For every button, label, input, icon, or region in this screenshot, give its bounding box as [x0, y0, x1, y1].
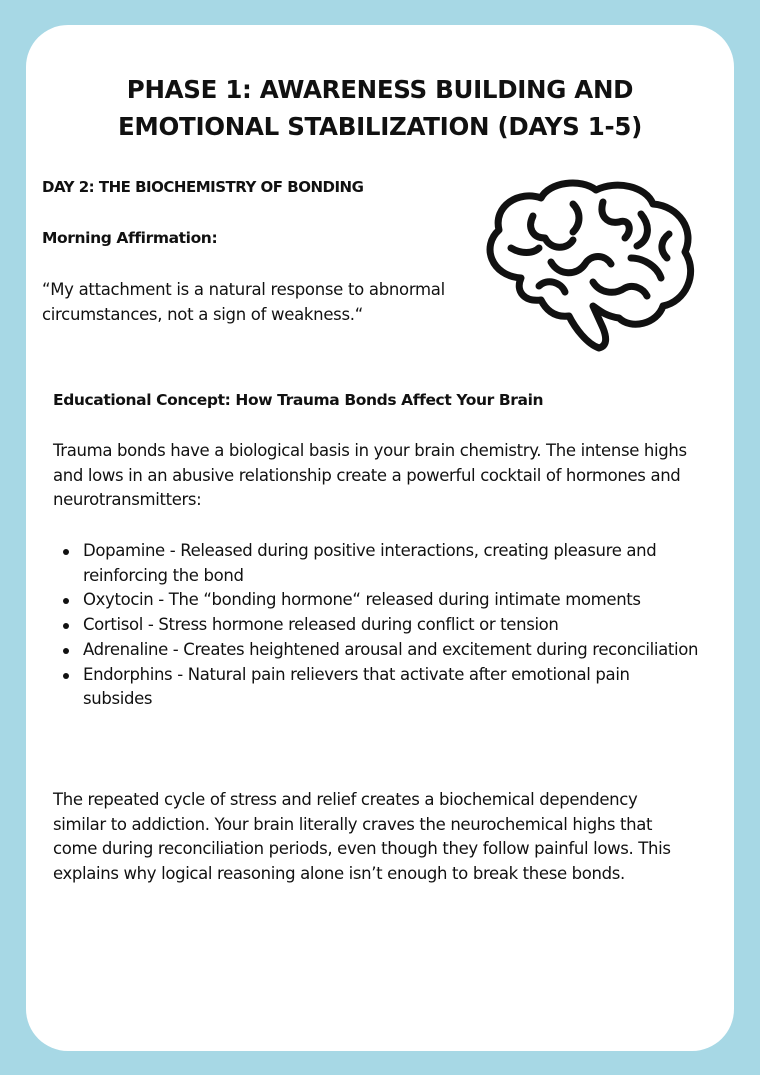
list-item: [53, 539, 703, 588]
list-item-text: Adrenaline - Creates heightened arousal and excitement during reconciliation: [83, 639, 699, 659]
list-item: [53, 663, 703, 712]
list-item-text: Endorphins - Natural pain relievers that activate after emotional pain subsides: [83, 664, 630, 709]
page-card: [26, 25, 734, 1051]
bullet-icon: [63, 648, 69, 654]
bullet-icon: [63, 673, 69, 679]
bullet-icon: [63, 598, 69, 604]
brain-icon: [481, 178, 699, 353]
page-title: PHASE 1: AWARENESS BUILDING AND EMOTIONAL STABILIZATION (DAYS 1-5): [118, 75, 642, 141]
list-item-text: Dopamine - Released during positive interactions, creating pleasure and reinforcing the bond: [83, 541, 657, 585]
day-heading: DAY 2: THE BIOCHEMISTRY OF BONDING: [42, 178, 364, 196]
affirmation-text: “My attachment is a natural response to abnormal circumstances, not a sign of weakness.“: [42, 280, 445, 324]
concept-intro: Trauma bonds have a biological basis in your brain chemistry. The intense highs and lows in an abusive relationship create a powerful cocktail of hormones and neurotransmitters:: [53, 441, 687, 510]
list-item-text: Cortisol - Stress hormone released during conflict or tension: [83, 615, 559, 635]
chemical-list: [53, 539, 703, 712]
affirmation-heading: Morning Affirmation:: [42, 229, 218, 247]
list-item: [53, 638, 703, 663]
list-item: [53, 588, 703, 613]
concept-heading: Educational Concept: How Trauma Bonds Affect Your Brain: [53, 391, 544, 409]
bullet-icon: [63, 549, 69, 555]
list-item-text: Oxytocin - The “bonding hormone“ released during intimate moments: [83, 590, 641, 610]
bullet-icon: [63, 623, 69, 629]
closing-paragraph: The repeated cycle of stress and relief creates a biochemical dependency similar to addiction. Your brain literally craves the neurochemical highs that come during reconciliation periods, even though they follow painful lows. This explains why logical reasoning alone isn’t enough to break these bonds.: [53, 790, 671, 884]
list-item: [53, 613, 703, 638]
